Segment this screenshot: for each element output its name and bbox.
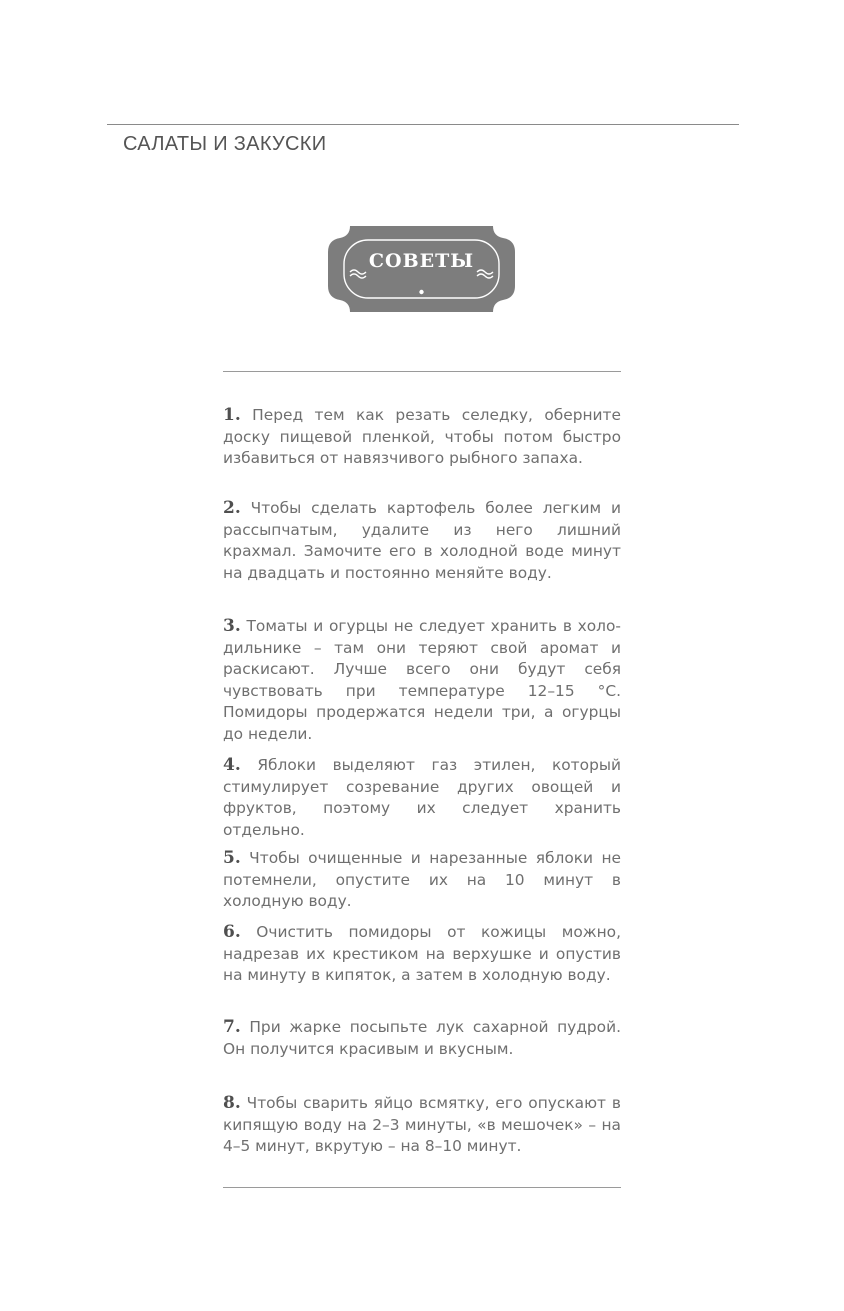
tip-item — [223, 616, 621, 745]
tip-text: Перед тем как резать селедку, оберните доску пищевой пленкой, чтобы потом быстро избавиться от навязчивого рыбного запаха. — [223, 406, 621, 467]
tip-number: 5. — [223, 848, 241, 868]
tip-text: Яблоки выделяют газ этилен, который стимулирует созревание других овощей и фруктов, поэтому их следует хранить отдельно. — [223, 756, 621, 839]
tip-item — [223, 755, 621, 841]
badge-label: СОВЕТЫ — [368, 250, 475, 272]
tip-text: При жарке посыпьте лук сахарной пудрой. Он получится красивым и вкусным. — [223, 1018, 621, 1058]
tip-text: Томаты и огурцы не следует хранить в холодильнике – там они теряют свой аромат и раскисают. Лучше всего они будут себя чувствовать при температуре 12–15 °C. Помидоры продержатся недели три, а огурцы до недели. — [223, 617, 621, 743]
header-rule — [107, 124, 739, 125]
tip-item — [223, 922, 621, 987]
tip-number: 1. — [223, 405, 241, 425]
tip-item — [223, 848, 621, 913]
tip-item — [223, 1017, 621, 1060]
section-title: САЛАТЫ И ЗАКУСКИ — [123, 133, 327, 155]
tip-text: Чтобы очищенные и нарезанные яблоки не потемнели, опустите их на 10 минут в холодную воду. — [223, 849, 621, 910]
tip-text: Очистить помидоры от кожицы можно, надрезав их крестиком на верхушке и опустив на минуту в кипяток, а затем в холодную воду. — [223, 923, 621, 984]
tip-text: Чтобы сварить яйцо всмятку, его опускают в кипящую воду на 2–3 минуты, «в мешочек» – на 4–5 минут, вкрутую – на 8–10 минут. — [223, 1094, 621, 1155]
tip-text: Чтобы сделать картофель более легким и рассыпчатым, удалите из него лишний крахмал. Замочите его в холодной воде минут на двадцать и постоянно меняйте воду. — [223, 499, 621, 582]
tip-number: 6. — [223, 922, 241, 942]
tip-number: 8. — [223, 1093, 241, 1113]
tip-item — [223, 405, 621, 470]
tips-badge — [328, 226, 515, 312]
tips-bottom-rule — [223, 1187, 621, 1188]
tip-number: 7. — [223, 1017, 241, 1037]
tip-item — [223, 1093, 621, 1158]
tips-top-rule — [223, 371, 621, 372]
tip-number: 4. — [223, 755, 241, 775]
tip-item — [223, 498, 621, 584]
tip-number: 3. — [223, 616, 241, 636]
tip-number: 2. — [223, 498, 241, 518]
